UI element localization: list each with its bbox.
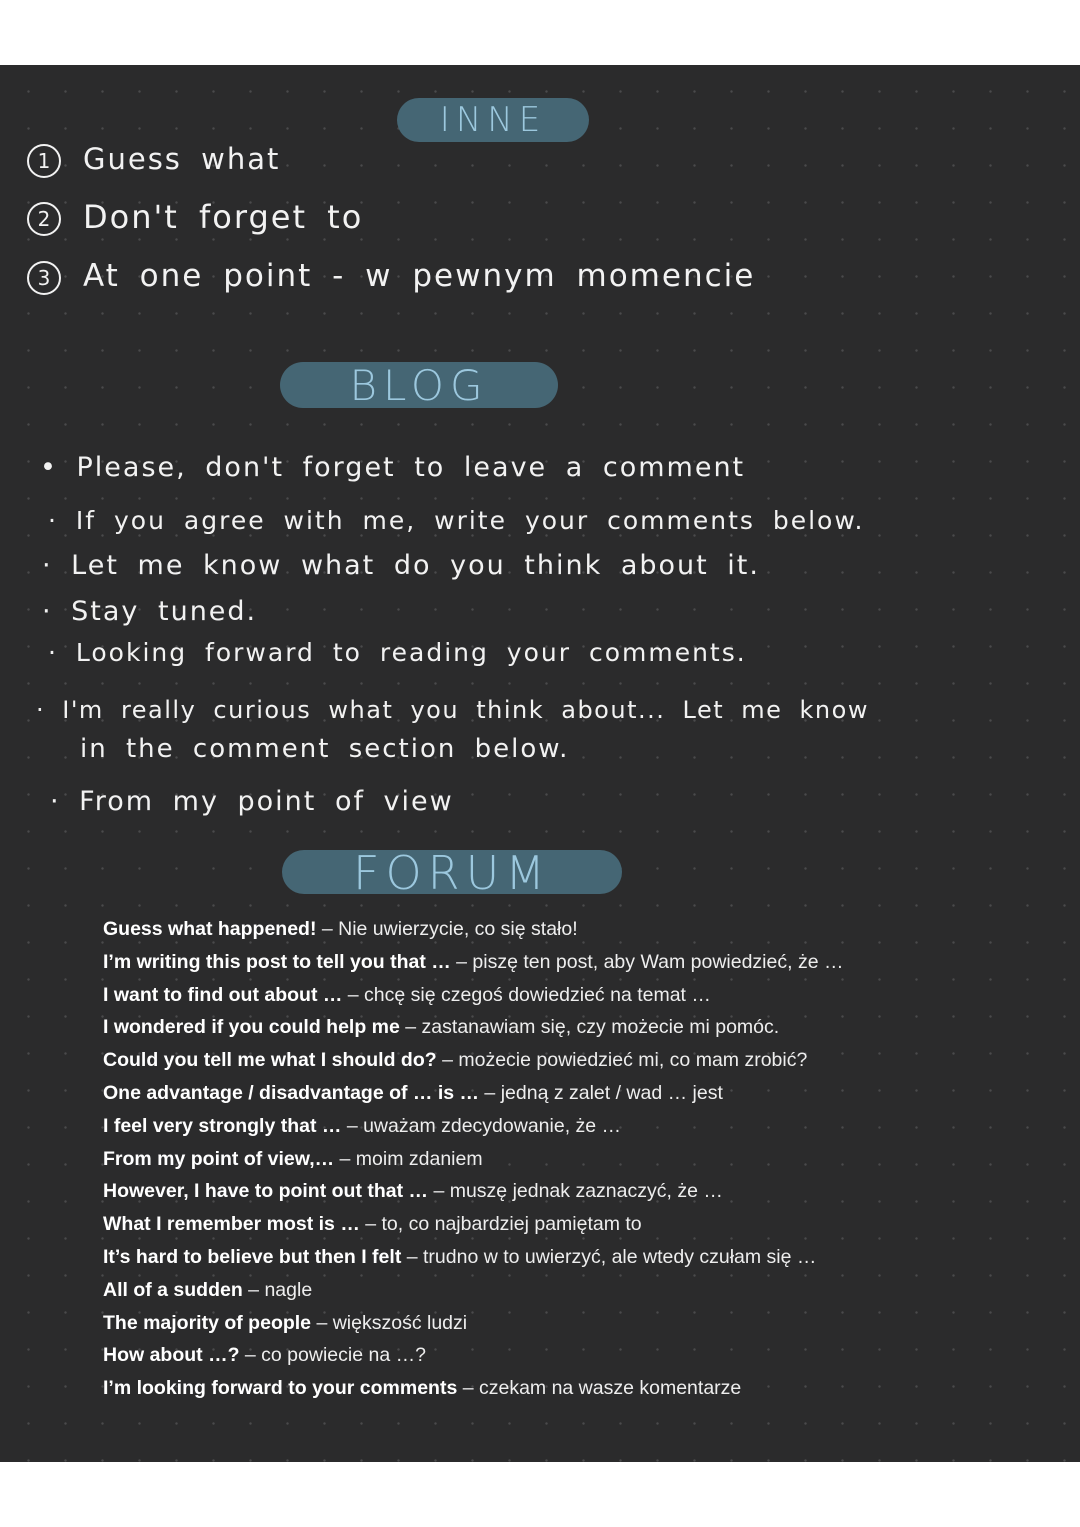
phrase-row	[103, 1372, 1003, 1405]
phrase-pl: – większość ludzi	[311, 1311, 468, 1334]
phrase-pl: – muszę jednak zaznaczyć, że …	[428, 1180, 723, 1203]
phrase-row	[103, 946, 1003, 979]
blog-item: · Looking forward to reading your comments.	[48, 638, 747, 667]
phrase-en: I’m writing this post to tell you that …	[103, 950, 451, 973]
phrase-row	[103, 1208, 1003, 1241]
number-badge: 2	[27, 202, 61, 236]
phrase-en: How about …?	[103, 1344, 240, 1367]
phrase-pl: – zastanawiam się, czy możecie mi pomóc.	[399, 1016, 780, 1039]
phrase-en: It’s hard to believe but then I felt	[103, 1245, 402, 1268]
phrase-row	[103, 1044, 1003, 1077]
blog-item: · From my point of view	[50, 786, 454, 817]
phrase-en: One advantage / disadvantage of … is …	[103, 1081, 480, 1104]
phrase-pl: – uważam zdecydowanie, że …	[341, 1114, 622, 1137]
phrase-row	[103, 979, 1003, 1012]
phrase-en: Guess what happened!	[103, 918, 317, 940]
phrase-pl: – Nie uwierzycie, co się stało!	[316, 918, 578, 940]
phrase-en: I’m looking forward to your comments	[103, 1377, 458, 1400]
phrase-en: I wondered if you could help me	[103, 1016, 400, 1039]
inne-item	[27, 258, 755, 295]
blog-item: · Let me know what do you think about it.	[42, 550, 760, 581]
phrase-row	[103, 1274, 1003, 1307]
phrase-row	[103, 913, 1003, 946]
phrase-row	[103, 1011, 1003, 1044]
phrase-en: From my point of view,…	[103, 1147, 335, 1170]
inne-item-text: At one point - w pewnym momencie	[83, 258, 756, 294]
phrase-row	[103, 1339, 1003, 1372]
phrase-row	[103, 1143, 1003, 1176]
phrase-pl: – czekam na wasze komentarze	[457, 1377, 742, 1400]
blog-item: · If you agree with me, write your comments below.	[48, 506, 865, 535]
phrase-row	[103, 1110, 1003, 1143]
blog-item: · I'm really curious what you think about... Let me know	[36, 696, 869, 724]
phrase-en: All of a sudden	[103, 1278, 243, 1301]
phrase-pl: – co powiecie na …?	[239, 1344, 426, 1367]
number-badge: 3	[27, 261, 61, 295]
phrase-row	[103, 1307, 1003, 1340]
section-header-inne: INNE	[397, 98, 589, 142]
blog-item: in the comment section below.	[80, 734, 570, 764]
inne-item-text: Don't forget to	[83, 198, 364, 236]
phrase-pl: – chcę się czegoś dowiedzieć na temat …	[342, 983, 711, 1006]
phrase-row	[103, 1175, 1003, 1208]
phrase-pl: – moim zdaniem	[334, 1147, 483, 1170]
phrase-en: I want to find out about …	[103, 983, 343, 1006]
phrase-en: However, I have to point out that …	[103, 1180, 429, 1203]
inne-item	[27, 142, 280, 178]
forum-phrase-list	[103, 913, 1003, 1405]
inne-item-text: Guess what	[83, 142, 281, 176]
phrase-pl: – nagle	[242, 1278, 313, 1301]
phrase-row	[103, 1077, 1003, 1110]
blog-item: · Stay tuned.	[42, 596, 258, 627]
phrase-pl: – możecie powiedzieć mi, co mam zrobić?	[436, 1049, 808, 1072]
inne-item	[27, 198, 363, 236]
phrase-en: I feel very strongly that …	[103, 1114, 342, 1137]
section-header-blog: BLOG	[280, 362, 558, 408]
phrase-pl: – trudno w to uwierzyć, ale wtedy czułam się …	[401, 1245, 817, 1268]
phrase-pl: – to, co najbardziej pamiętam to	[359, 1213, 642, 1236]
phrase-en: What I remember most is …	[103, 1213, 360, 1236]
number-badge: 1	[27, 144, 61, 178]
phrase-en: Could you tell me what I should do?	[103, 1049, 437, 1072]
blog-item: • Please, don't forget to leave a comment	[40, 452, 746, 483]
section-header-forum: FORUM	[282, 850, 622, 894]
phrase-pl: – jedną z zalet / wad … jest	[479, 1081, 723, 1104]
phrase-pl: – piszę ten post, aby Wam powiedzieć, że …	[450, 950, 844, 973]
phrase-en: The majority of people	[103, 1311, 312, 1334]
phrase-row	[103, 1241, 1003, 1274]
